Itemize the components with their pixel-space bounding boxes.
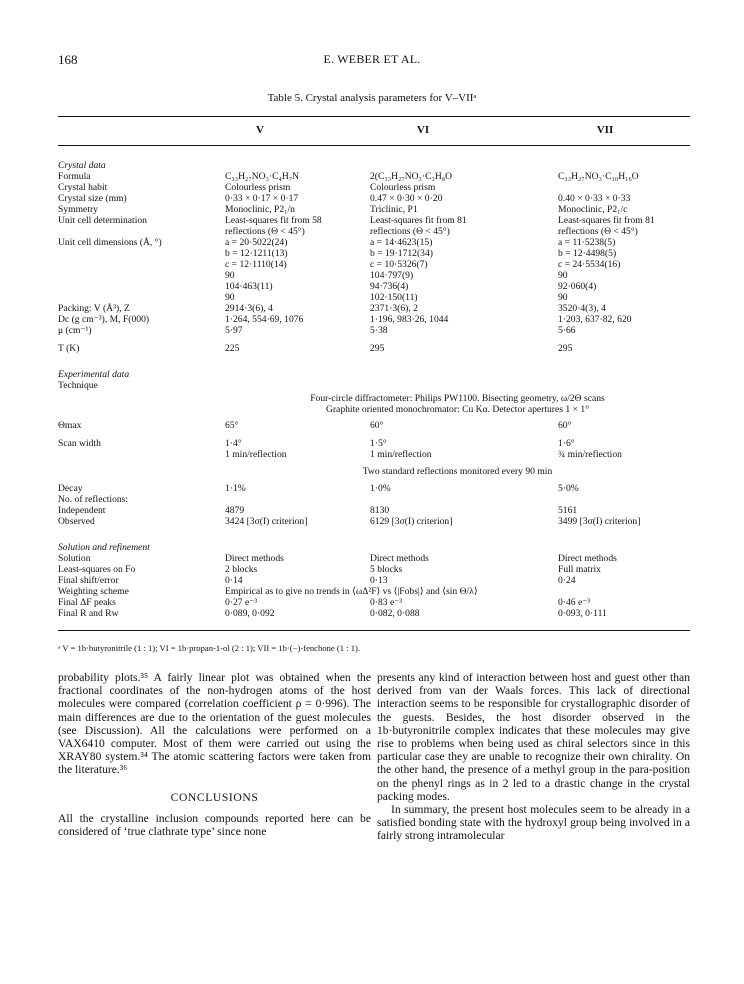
standards-note: Two standard reflections monitored every 90 min (362, 466, 553, 477)
table-cell: 295 (370, 343, 385, 354)
row-label: Weighting scheme (58, 586, 129, 597)
conclusions-heading: CONCLUSIONS (170, 790, 259, 804)
row-label: Dc (g cm⁻³), M, F(000) (58, 314, 150, 325)
table-title: Table 5. Crystal analysis parameters for V–VIIᵃ (267, 92, 477, 104)
right-paragraph-2: In summary, the present host molecules seem to be already in a satisfied bonding state with the hydroxyl group being involved in a fairly strong intramolecular (377, 803, 690, 843)
left-paragraph-1: probability plots.³⁵ A fairly linear plot was obtained when the fractional coordinates of the non-hydrogen atoms of the host molecules were compared (correlation coefficient ρ = 0·996). The main differences are due to the orientation of the guest molecules (see Discussion). All the calculations were performed on a VAX6410 computer. Most of them were carried out using the XRAY80 system.³⁴ The atomic scattering factors were taken from the literature.³⁶ (58, 671, 371, 777)
table-cell: b = 12·1211(13) (225, 248, 288, 259)
table-cell: 0·082, 0·088 (370, 608, 420, 619)
row-label: Crystal habit (58, 182, 108, 193)
table-cell: 94·736(4) (370, 281, 409, 292)
table-cell: 0·33 × 0·17 × 0·17 (225, 193, 299, 204)
row-label: Formula (58, 171, 91, 182)
table-cell: 104·463(11) (225, 281, 273, 292)
table-top-rule (58, 116, 690, 117)
table-cell: 0·46 e⁻³ (558, 597, 591, 608)
technique-line-1: Four-circle diffractometer: Philips PW1100. Bisecting geometry, ω/2Θ scans (310, 393, 605, 404)
running-head: E. WEBER ET AL. (323, 52, 421, 66)
table-cell: Colourless prism (225, 182, 291, 193)
table-cell: 102·150(11) (370, 292, 418, 303)
table-cell: c = 10·5326(7) (370, 259, 428, 270)
table-cell: 0·14 (225, 575, 243, 586)
table-cell: 0·27 e⁻³ (225, 597, 258, 608)
table-cell: 65° (225, 420, 239, 431)
left-column (58, 671, 371, 838)
table-cell: 225 (225, 343, 240, 354)
table-cell: 6129 [3σ(I) criterion] (370, 516, 453, 527)
row-label: Unit cell determination (58, 215, 147, 226)
column-header-v: V (256, 124, 264, 136)
table-cell: 104·797(9) (370, 270, 414, 281)
row-label: No. of reflections: (58, 494, 129, 505)
table-cell: 2 blocks (225, 564, 258, 575)
table-cell: 3424 [3σ(I) criterion] (225, 516, 308, 527)
table-cell: 0·83 e⁻³ (370, 597, 403, 608)
table-cell: 2914·3(6), 4 (225, 303, 273, 314)
table-cell: 3520·4(3), 4 (558, 303, 606, 314)
right-column (377, 671, 690, 843)
table-cell: 3499 [3σ(I) criterion] (558, 516, 641, 527)
table-footnote: ᵃ V = 1b·butyronitrile (1 : 1); VI = 1b·propan-1-ol (2 : 1); VII = 1b·(−)-fenchone (1 : 1). (58, 643, 361, 653)
table-cell: a = 11·5238(5) (558, 237, 616, 248)
left-paragraph-2: All the crystalline inclusion compounds reported here can be considered of ‘true clathrate type’ since none (58, 811, 371, 839)
table-cell: c = 24·5534(16) (558, 259, 621, 270)
table-cell: Least-squares fit from 58 (225, 215, 322, 226)
row-label: T (K) (58, 343, 80, 354)
technique-line-2: Graphite oriented monochromator: Cu Kα. Detector apertures 1 × 1° (325, 404, 590, 415)
weighting-scheme: Empirical as to give no trends in ⟨ωΔ²F⟩ vs ⟨|Fobs|⟩ and ⟨sin Θ/λ⟩ (225, 586, 478, 597)
row-label: Solution and refinement (58, 542, 150, 553)
table-cell: 1·196, 983·26, 1044 (370, 314, 449, 325)
table-cell: Least-squares fit from 81 (558, 215, 655, 226)
table-cell: 5 blocks (370, 564, 403, 575)
table-cell: 90 (558, 270, 568, 281)
row-label: Technique (58, 380, 98, 391)
table-cell: Direct methods (225, 553, 284, 564)
table-cell: 0·24 (558, 575, 576, 586)
row-label: Final R and Rw (58, 608, 119, 619)
table-cell: 60° (558, 420, 572, 431)
table-cell: 1·203, 637·82, 620 (558, 314, 632, 325)
table-cell: 4879 (225, 505, 245, 516)
table-cell: 5·66 (558, 325, 576, 336)
table-cell: 1·1% (225, 483, 246, 494)
column-header-vi: VI (416, 124, 430, 136)
table-cell: 295 (558, 343, 573, 354)
table-cell: C₃₃H₂₇NO₃·C₄H₇N (225, 171, 300, 182)
table-cell: a = 14·4623(15) (370, 237, 433, 248)
table-cell: Monoclinic, P2₁/n (225, 204, 295, 215)
row-label: Crystal data (58, 160, 106, 171)
row-label: Decay (58, 483, 83, 494)
table-cell: Direct methods (558, 553, 617, 564)
column-header-vii: VII (596, 124, 614, 136)
table-cell: 92·060(4) (558, 281, 597, 292)
row-label: Packing: V (Å³), Z (58, 303, 130, 314)
table-cell: 1·264, 554·69, 1076 (225, 314, 304, 325)
table-cell: Direct methods (370, 553, 429, 564)
table-bottom-rule (58, 630, 690, 631)
table-cell: Full matrix (558, 564, 601, 575)
row-label: Unit cell dimensions (Å, °) (58, 237, 162, 248)
right-paragraph-1: presents any kind of interaction between host and guest other than derived from van der Waals forces. This lack of directional interaction seems to be responsible for crystallographic disorder of the guests. Besides, the host disorder observed in the 1b·butyronitrile complex indicates that these molecules may give rise to problems when being used as chiral selectors since in this particular case they are unable to recognize their own chirality. On the other hand, the presence of a methyl group in the para-position on the phenyl rings as in 2 led to a drastic change in the crystal packing modes. (377, 671, 690, 803)
table-cell: 5·38 (370, 325, 388, 336)
table-cell: 0.40 × 0·33 × 0·33 (558, 193, 631, 204)
table-cell: Triclinic, P1 (370, 204, 418, 215)
row-label: Θmax (58, 420, 82, 431)
row-label: Solution (58, 553, 91, 564)
table-cell: 0·13 (370, 575, 388, 586)
table-cell: b = 12·4498(5) (558, 248, 617, 259)
row-label: Experimental data (58, 369, 130, 380)
row-label: Observed (58, 516, 95, 527)
row-label: μ (cm⁻¹) (58, 325, 92, 336)
table-cell: 90 (225, 292, 235, 303)
table-cell: 5·97 (225, 325, 243, 336)
table-cell: 2371·3(6), 2 (370, 303, 418, 314)
table-cell: reflections (Θ < 45°) (370, 226, 450, 237)
table-cell: C₃₃H₂₇NO₃·C₁₀H₁₆O (558, 171, 639, 182)
row-label: Scan width (58, 438, 101, 449)
table-cell: a = 20·5022(24) (225, 237, 288, 248)
table-cell: c = 12·1110(14) (225, 259, 287, 270)
row-label: Final ΔF peaks (58, 597, 116, 608)
table-cell: 8130 (370, 505, 390, 516)
row-label: Final shift/error (58, 575, 119, 586)
table-cell: 1 min/reflection (370, 449, 432, 460)
table-cell: 0.47 × 0·30 × 0·20 (370, 193, 443, 204)
table-cell: b = 19·1712(34) (370, 248, 433, 259)
table-cell: 5161 (558, 505, 578, 516)
table-header-rule (58, 145, 690, 146)
table-cell: 90 (558, 292, 568, 303)
row-label: Crystal size (mm) (58, 193, 127, 204)
table-cell: 1·6° (558, 438, 575, 449)
table-cell: Monoclinic, P2₁/c (558, 204, 628, 215)
table-cell: 90 (225, 270, 235, 281)
table-cell: 5·0% (558, 483, 579, 494)
row-label: Least-squares on Fo (58, 564, 136, 575)
table-cell: 0·093, 0·111 (558, 608, 607, 619)
row-label: Symmetry (58, 204, 98, 215)
table-cell: 2(C₃₃H₂₇NO₃·C₃H₈O (370, 171, 453, 182)
table-cell: reflections (Θ < 45°) (225, 226, 305, 237)
table-cell: 1·5° (370, 438, 387, 449)
table-cell: Least-squares fit from 81 (370, 215, 467, 226)
table-cell: Colourless prism (370, 182, 436, 193)
table-cell: 1 min/reflection (225, 449, 287, 460)
table-cell: reflections (Θ < 45°) (558, 226, 638, 237)
row-label: Independent (58, 505, 106, 516)
table-cell: 60° (370, 420, 384, 431)
page-number: 168 (58, 52, 78, 67)
table-cell: ¾ min/reflection (558, 449, 622, 460)
table-cell: 1·0% (370, 483, 391, 494)
table-cell: 0·089, 0·092 (225, 608, 275, 619)
table-cell: 1·4° (225, 438, 242, 449)
